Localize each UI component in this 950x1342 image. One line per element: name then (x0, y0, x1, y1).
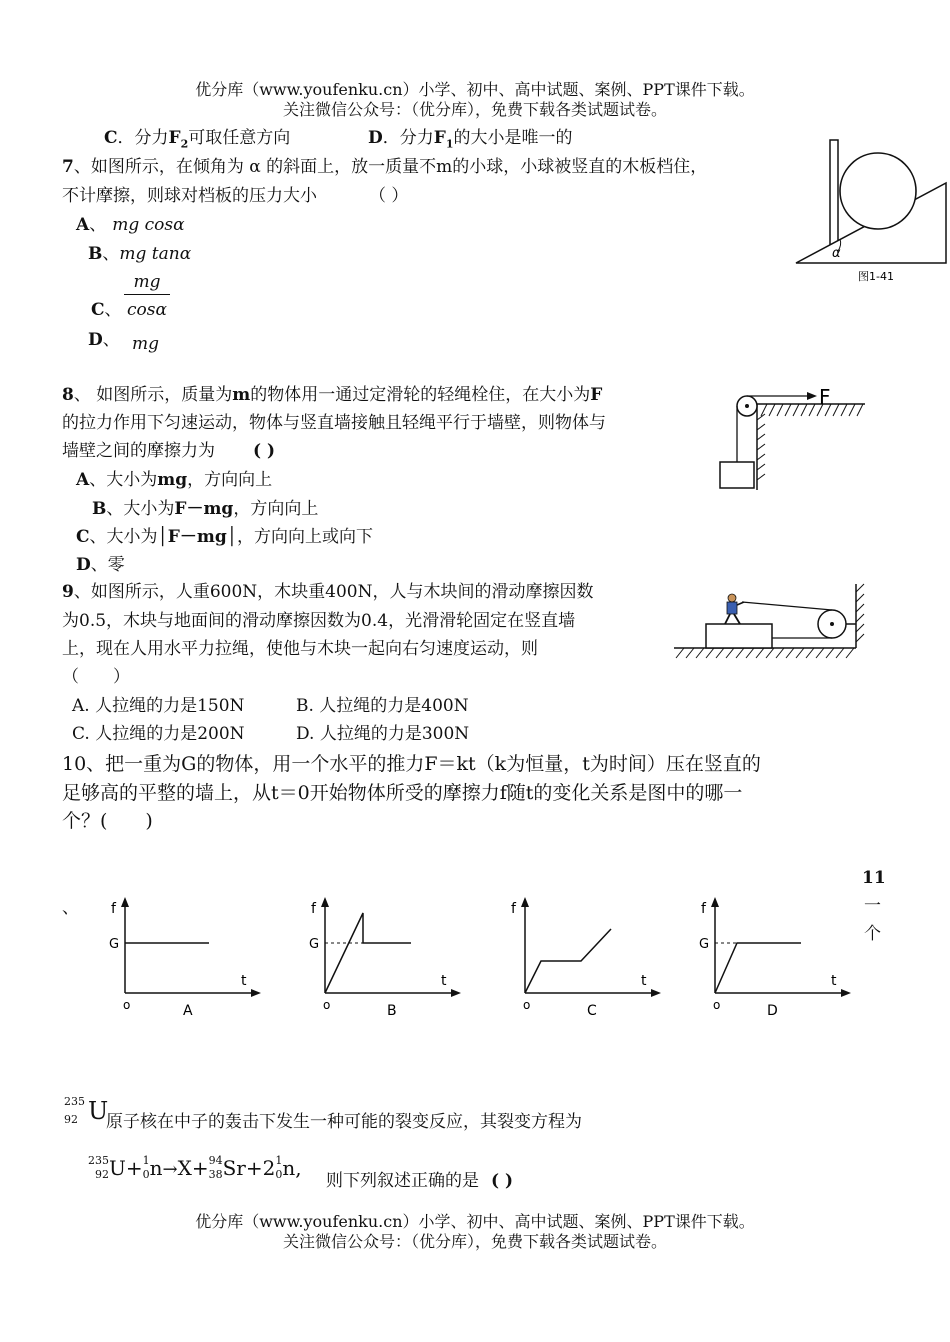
graph-a-f-label: f (111, 901, 116, 917)
q8-figure-F: F (819, 385, 831, 409)
q8-option-b: B、大小为F－mg，方向向上 (92, 499, 319, 519)
q10-graph-d (695, 895, 855, 1020)
graph-c-origin-label: o (523, 998, 531, 1012)
graph-b-t-label: t (441, 973, 447, 989)
q11-u-mass: 235 (64, 1095, 85, 1108)
q8-figure-pulley (715, 380, 875, 495)
q7-figure-caption: 图1-41 (858, 270, 894, 283)
graph-a-origin-label: o (123, 998, 131, 1012)
q7-option-c-denominator: cosα (127, 300, 167, 320)
graph-c-t-label: t (641, 973, 647, 989)
q9-stem-line-3: 上，现在人用水平力拉绳，使他与木块一起向右匀速度运动，则 (62, 639, 538, 659)
q10-stem-line-2: 足够高的平整的墙上，从t＝0开始物体所受的摩擦力f随t的变化关系是图中的哪一 (62, 782, 743, 804)
q9-option-d: D. 人拉绳的力是300N (296, 724, 470, 744)
q7-stem-line-2: 不计摩擦，则球对档板的压力大小 （ ） (62, 186, 409, 206)
graph-b-origin-label: o (323, 998, 331, 1012)
q10-stem-line-3: 个？( ) (62, 810, 153, 832)
q8-stem-line-3: 墙壁之间的摩擦力为 ( ) (62, 441, 276, 461)
graph-d-f-label: f (701, 901, 706, 917)
q7-option-a: A、 mg cosα (76, 215, 185, 235)
q9-option-c: C. 人拉绳的力是200N (72, 724, 245, 744)
q11-side-comma: 、 (62, 898, 79, 918)
q9-option-a: A. 人拉绳的力是150N (72, 696, 245, 716)
q10-graph-c (505, 895, 665, 1020)
q8-option-d: D、零 (76, 555, 125, 575)
graph-b-letter: B (387, 1003, 397, 1019)
q6-option-c: C．分力$F_2$可取任意方向 (104, 128, 291, 151)
q11-u-symbol: U (88, 1097, 109, 1125)
q7-figure-incline (790, 135, 950, 295)
graph-a-letter: A (183, 1003, 193, 1019)
graph-b-f-label: f (311, 901, 316, 917)
graph-a-G-label: G (109, 937, 120, 952)
q7-option-b: B、mg tanα (88, 244, 192, 264)
q9-stem-line-2: 为0.5，木块与地面间的滑动摩擦因数为0.4，光滑滑轮固定在竖直墙 (62, 611, 576, 631)
q9-stem-line-1: 9、如图所示，人重600N，木块重400N，人与木块间的滑动摩擦因数 (62, 582, 594, 602)
q10-graph-b (305, 895, 465, 1020)
q6-option-d: D．分力$F_1$的大小是唯一的 (368, 128, 573, 151)
header-line-2: 关注微信公众号：（优分库），免费下载各类试题试卷。 (282, 100, 667, 119)
q11-side-char-2: 个 (864, 924, 881, 944)
q7-option-d-expr: mg (132, 334, 160, 354)
q7-option-c-numerator: mg (124, 270, 170, 295)
q9-figure-person-block (672, 580, 872, 665)
q7-option-d: D、 (88, 330, 120, 350)
graph-d-G-label: G (699, 937, 710, 952)
q11-u-atomic: 92 (64, 1113, 78, 1126)
q8-stem-line-1: 8、 如图所示，质量为m的物体用一通过定滑轮的轻绳栓住，在大小为F (62, 385, 603, 405)
q11-fission-equation: 235 92 U+ 1 0 n→X+ 94 38 Sr+2 1 0 n, (88, 1154, 302, 1181)
graph-c-f-label: f (511, 901, 516, 917)
q11-side-char-1: 一 (864, 896, 881, 916)
q7-stem-line-1: 7、如图所示，在倾角为 α 的斜面上，放一质量不m的小球，小球被竖直的木板档住， (62, 157, 708, 177)
graph-b-G-label: G (309, 937, 320, 952)
q8-option-c: C、大小为│F－mg│，方向向上或向下 (76, 527, 373, 547)
graph-d-t-label: t (831, 973, 837, 989)
footer-line-1: 优分库（www.youfenku.cn）小学、初中、高中试题、案例、PPT课件下载。 (195, 1212, 755, 1231)
graph-d-origin-label: o (713, 998, 721, 1012)
graph-a-t-label: t (241, 973, 247, 989)
q11-number: 11 (862, 868, 886, 888)
q9-stem-line-4: （ ） (62, 667, 130, 687)
q8-option-a: A、大小为mg，方向向上 (76, 470, 273, 490)
q10-graph-a (105, 895, 265, 1020)
q11-stem-line-1: 原子核在中子的轰击下发生一种可能的裂变反应，其裂变方程为 (106, 1112, 582, 1132)
graph-c-letter: C (587, 1003, 597, 1019)
q9-option-b: B. 人拉绳的力是400N (296, 696, 469, 716)
q7-option-c: C、 (91, 300, 122, 320)
header-line-1: 优分库（www.youfenku.cn）小学、初中、高中试题、案例、PPT课件下载。 (195, 80, 755, 99)
q8-stem-line-2: 的拉力作用下匀速运动，物体与竖直墙接触且轻绳平行于墙壁，则物体与 (62, 413, 606, 433)
q11-stem-line-2: 则下列叙述正确的是 ( ) (326, 1171, 514, 1191)
footer-line-2: 关注微信公众号：（优分库），免费下载各类试题试卷。 (282, 1232, 667, 1251)
q7-figure-alpha: α (832, 246, 841, 261)
q10-stem-line-1: 10、把一重为G的物体，用一个水平的推力F＝kt（k为恒量，t为时间）压在竖直的 (62, 753, 761, 775)
graph-d-letter: D (767, 1003, 778, 1019)
